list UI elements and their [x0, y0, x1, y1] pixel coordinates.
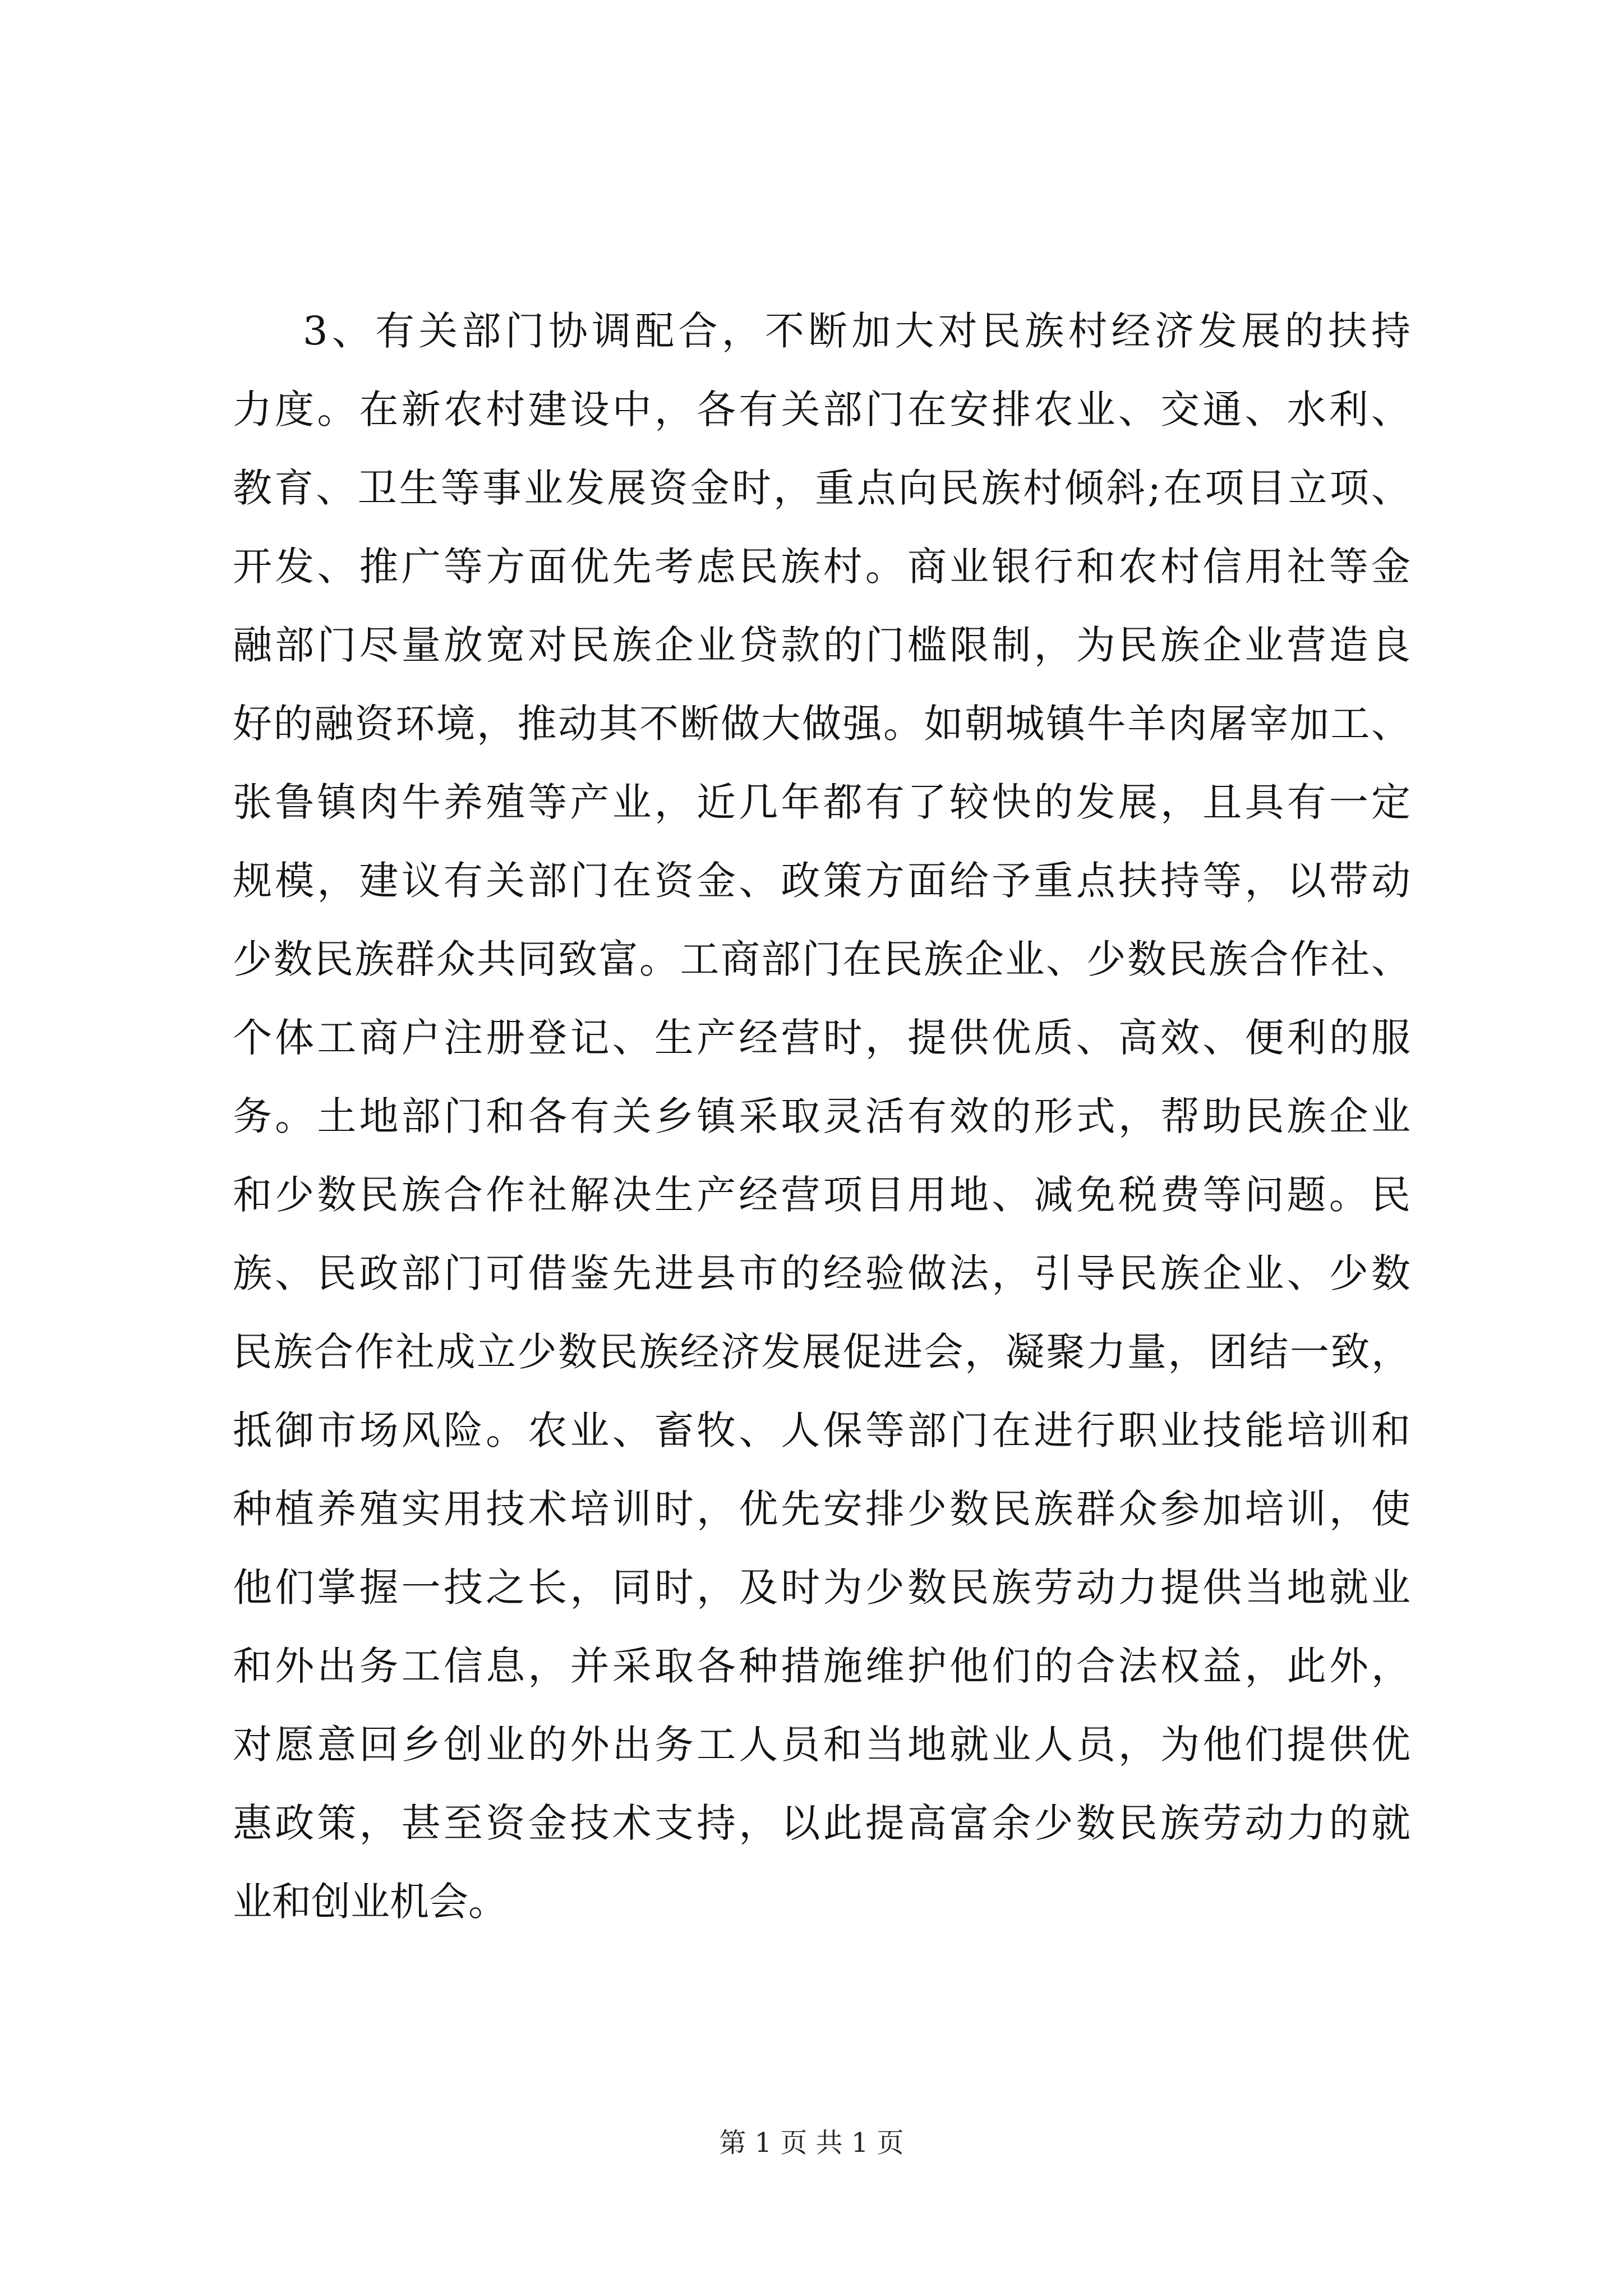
paragraph-line: 惠政策，甚至资金技术支持，以此提高富余少数民族劳动力的就	[233, 1800, 1410, 1846]
paragraph-line: 和少数民族合作社解决生产经营项目用地、减免税费等问题。民	[233, 1172, 1410, 1218]
paragraph-line: 3、有关部门协调配合，不断加大对民族村经济发展的扶持	[303, 308, 1410, 354]
paragraph-line: 抵御市场风险。农业、畜牧、人保等部门在进行职业技能培训和	[233, 1407, 1410, 1453]
page-number-label: 第 1 页 共 1 页	[719, 2127, 904, 2159]
paragraph-line: 力度。在新农村建设中，各有关部门在安排农业、交通、水利、	[233, 386, 1410, 432]
paragraph-line: 好的融资环境，推动其不断做大做强。如朝城镇牛羊肉屠宰加工、	[233, 701, 1410, 747]
paragraph-line: 教育、卫生等事业发展资金时，重点向民族村倾斜;在项目立项、	[233, 465, 1410, 511]
paragraph-line: 民族合作社成立少数民族经济发展促进会，凝聚力量，团结一致，	[233, 1329, 1410, 1375]
page-footer	[0, 2123, 1623, 2162]
paragraph-line: 少数民族群众共同致富。工商部门在民族企业、少数民族合作社、	[233, 936, 1410, 982]
paragraph-line: 个体工商户注册登记、生产经营时，提供优质、高效、便利的服	[233, 1015, 1410, 1061]
paragraph-line: 业和创业机会。	[233, 1879, 508, 1925]
paragraph-line: 开发、推广等方面优先考虑民族村。商业银行和农村信用社等金	[233, 544, 1410, 590]
paragraph-line: 融部门尽量放宽对民族企业贷款的门槛限制，为民族企业营造良	[233, 622, 1410, 668]
paragraph-line: 种植养殖实用技术培训时，优先安排少数民族群众参加培训，使	[233, 1486, 1410, 1532]
paragraph-line: 务。土地部门和各有关乡镇采取灵活有效的形式，帮助民族企业	[233, 1093, 1410, 1139]
paragraph-line: 张鲁镇肉牛养殖等产业，近几年都有了较快的发展，且具有一定	[233, 779, 1410, 825]
paragraph-line: 他们掌握一技之长，同时，及时为少数民族劳动力提供当地就业	[233, 1565, 1410, 1611]
paragraph-line: 对愿意回乡创业的外出务工人员和当地就业人员，为他们提供优	[233, 1722, 1410, 1768]
paragraph-line: 和外出务工信息，并采取各种措施维护他们的合法权益，此外，	[233, 1643, 1410, 1689]
paragraph-line: 族、民政部门可借鉴先进县市的经验做法，引导民族企业、少数	[233, 1250, 1410, 1296]
paragraph-line: 规模，建议有关部门在资金、政策方面给予重点扶持等，以带动	[233, 858, 1410, 904]
